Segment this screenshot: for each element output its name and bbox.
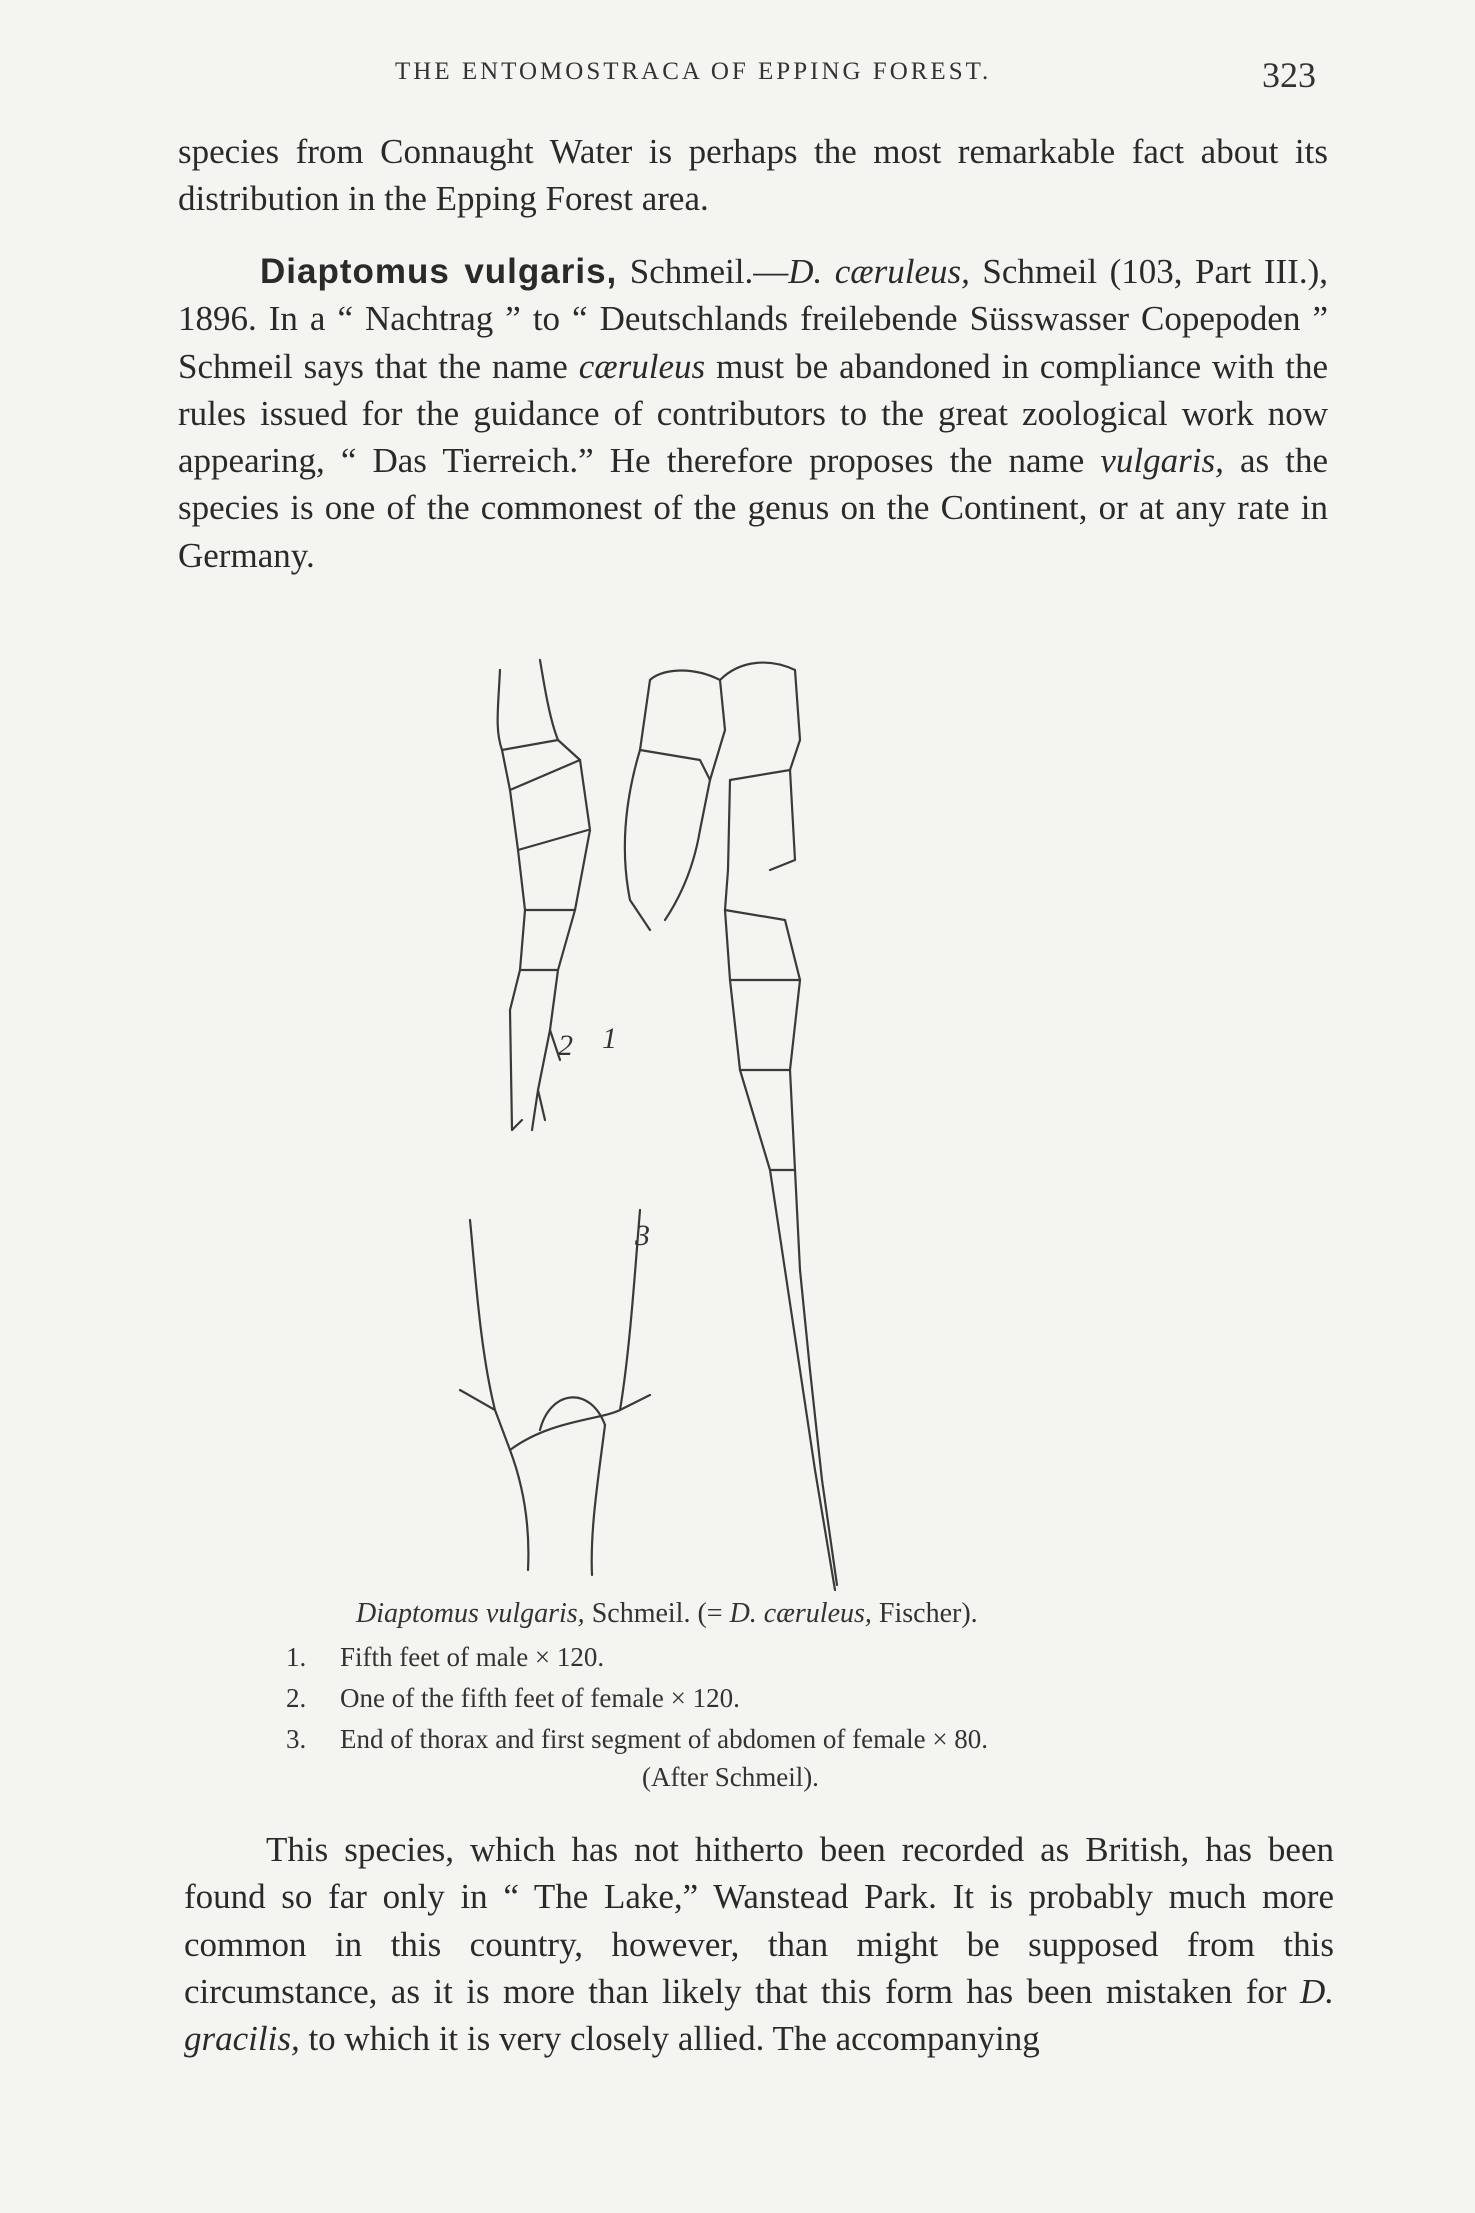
paragraph-diaptomus-vulgaris [178, 248, 1328, 579]
new-name: vulgaris, [1100, 441, 1224, 481]
old-name: cæruleus [578, 346, 706, 386]
paragraph-3-text-b: to which it is very closely allied. The accompanying [299, 2019, 1040, 2059]
paragraph-2-text-c: as the species is one of the commonest of the genus on the Continent, or at any rate in Germany. [178, 441, 1328, 575]
paragraph-3-text-a: This species, which has not hitherto been recorded as British, has been found so far only in “ The Lake,” Wanstead Park. It is probably much more common in this country, however, than might be supposed from this circumstance, as it is more than likely that this form has been mistaken for [184, 1830, 1334, 2011]
figure-label-1: 1 [602, 1022, 617, 1055]
copepod-leg-illustration [440, 650, 1080, 1605]
figure-caption-title: Diaptomus vulgaris, Schmeil. (= D. cæruleus, Fischer). [356, 1598, 978, 1629]
running-head: THE ENTOMOSTRACA OF EPPING FOREST. [395, 58, 992, 85]
paragraph-1-text: species from Connaught Water is perhaps the most remarkable fact about its distribution in the Epping Forest area. [178, 132, 1328, 219]
paragraph-2-text-a: Schmeil (103, Part III.), 1896. In a “ Nachtrag ” to “ Deutschlands freilebende Süsswasser Copepoden ” Schmeil says that the name [178, 252, 1328, 386]
caption-source: (After Schmeil). [642, 1762, 819, 1792]
paragraph-2-text-b: must be abandoned in compliance with the rules issued for the guidance of contributors to the great zoological work now appearing, “ Das Tierreich.” He therefore proposes the name [178, 346, 1328, 481]
species-heading: Diaptomus vulgaris, [260, 252, 618, 291]
page-number: 323 [1262, 55, 1316, 95]
paragraph-record [184, 1826, 1334, 2062]
paragraph-continuation [178, 128, 1328, 223]
author-text: Schmeil.— [617, 252, 789, 291]
figure-label-2: 2 [558, 1029, 573, 1062]
document-page: THE ENTOMOSTRACA OF EPPING FOREST. 323 species from Connaught Water is perhaps the most remarkable fact about its distribution in the Epping Forest area. Diaptomus vulgaris, Schmeil.—D. cæruleus, Schmeil (103, Part III.), 1896. In a “ Nachtrag ” to “ Deutschlands freilebende Süsswasser Copepoden ” Schmeil says that the name cæruleus must be abandoned in compliance with the rules issued for the guidance of contributors to the great zoological work now appearing, “ Das Tierreich.” He therefore proposes the name vulgaris, as the species is one of the commonest of the genus on the Continent, or at any rate in Germany. 1 2 3 Diaptomus vulgaris, Schmeil. (= D. cæruleus, Fischer). 1. Fifth feet of male × 120. 2. One of the fifth feet of female × 120. 3. End of thorax and first segment of abdomen of female × 80. (After Schmeil). This species, which has not hitherto been recorded as British, has been found so far only in “ The Lake,” Wanstead Park. It is probably much more common in this country, however, than might be supposed from this circumstance, as it is more than likely that this form has been mistaken for D. gracilis, to which it is very closely allied. The accompanying [0, 0, 1475, 2213]
synonym-name: D. cæruleus, [788, 252, 970, 291]
figure-label-3: 3 [635, 1219, 650, 1252]
gracilis-name: D. gracilis, [184, 1971, 1334, 2059]
